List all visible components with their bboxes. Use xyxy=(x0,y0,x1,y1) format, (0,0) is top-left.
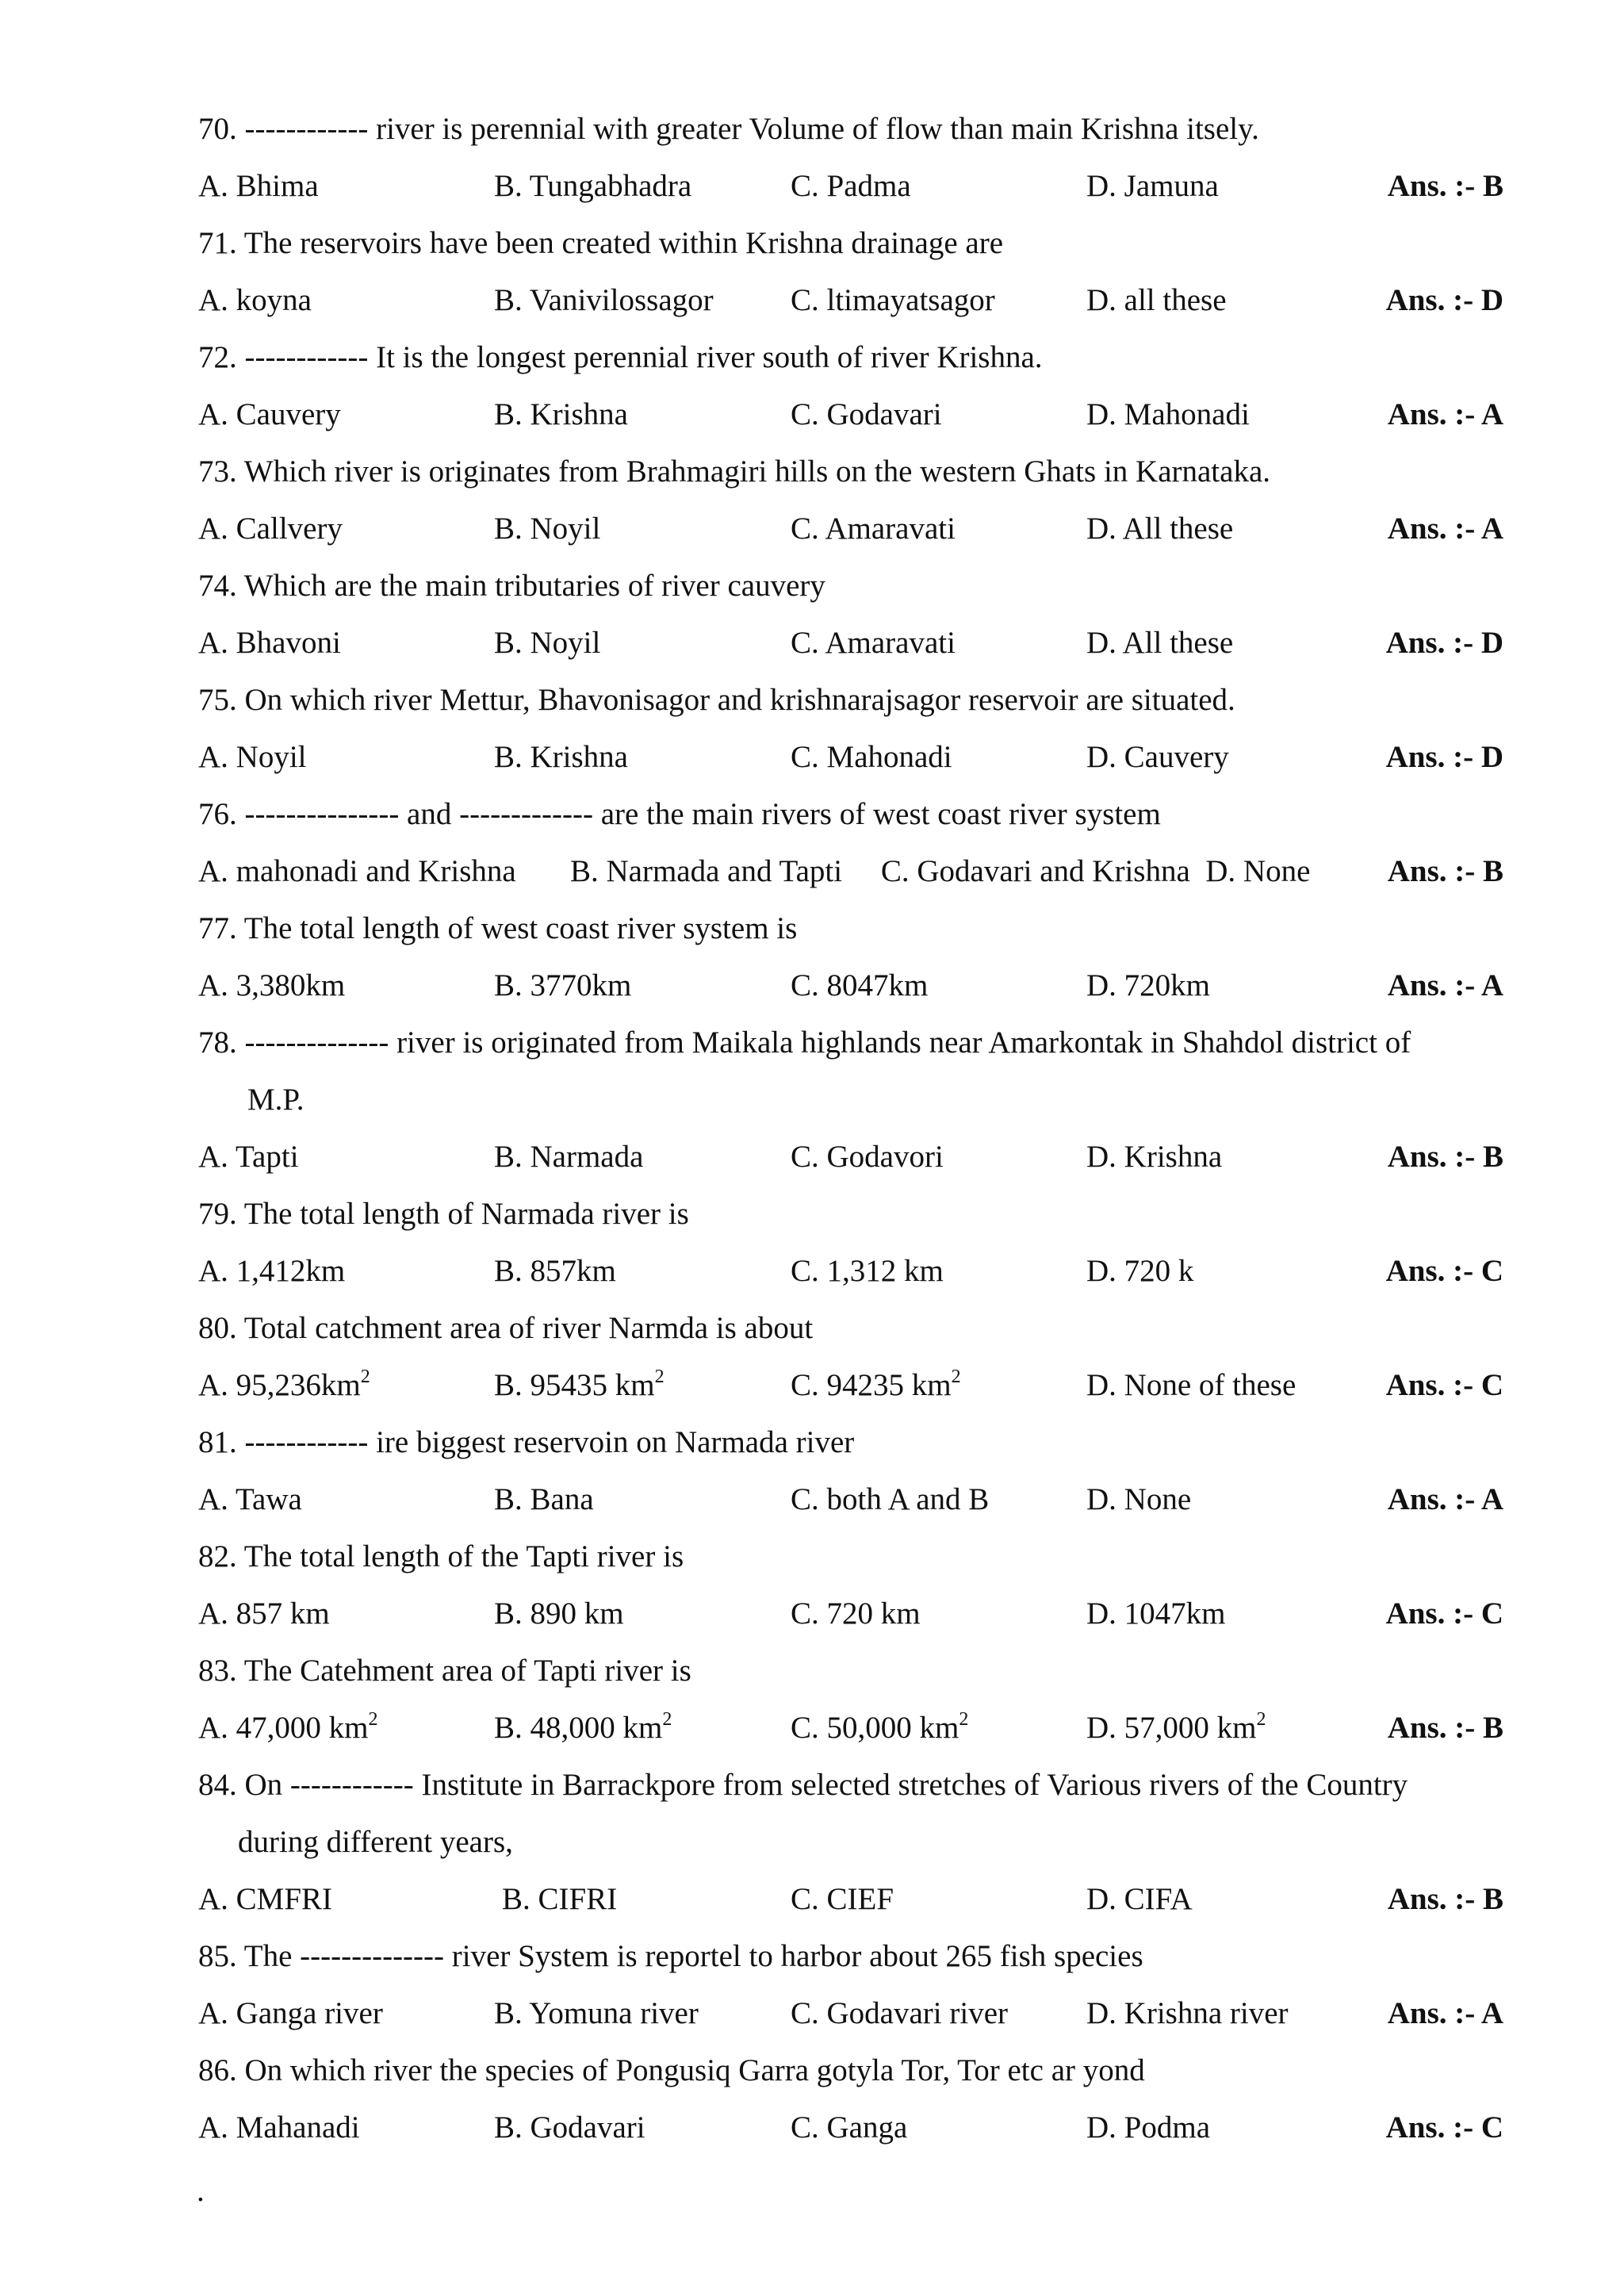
superscript-2: 2 xyxy=(654,1366,665,1387)
question-79: 79. The total length of Narmada river is xyxy=(198,1197,689,1231)
q78-option-a: A. Tapti xyxy=(198,1140,299,1174)
question-72: 72. ------------ It is the longest perennial river south of river Krishna. xyxy=(198,340,1043,374)
q74-option-d: D. All these xyxy=(1086,626,1234,660)
q85-answer xyxy=(1388,1995,1503,2032)
q74-option-b: B. Noyil xyxy=(494,626,601,660)
q86-option-a: A. Mahanadi xyxy=(198,2110,360,2145)
q73-option-a: A. Callvery xyxy=(198,512,343,546)
q73-option-d: D. All these xyxy=(1086,512,1234,546)
q76-options-line: A. mahonadi and Krishna B. Narmada and Tapti C. Godavari and Krishna D. None xyxy=(198,854,1319,888)
answer-value: A xyxy=(1480,1482,1503,1516)
question-81: 81. ------------ ire biggest reservoin on Narmada river xyxy=(198,1425,855,1459)
q79-option-b: B. 857km xyxy=(494,1254,616,1288)
q80-option-b xyxy=(494,1367,665,1404)
q81-option-a: A. Tawa xyxy=(198,1482,302,1516)
q79-option-c: C. 1,312 km xyxy=(791,1254,944,1288)
answer-value: B xyxy=(1482,1140,1503,1174)
answer-label: Ans. :- xyxy=(1385,1368,1481,1402)
answer-value: A xyxy=(1480,1996,1503,2030)
answer-label: Ans. :- xyxy=(1387,512,1481,546)
q79-option-d: D. 720 k xyxy=(1086,1254,1194,1288)
superscript-2: 2 xyxy=(959,1709,969,1730)
q73-answer xyxy=(1388,511,1503,547)
q71-answer xyxy=(1386,282,1503,319)
q78-answer xyxy=(1388,1139,1503,1175)
q82-option-b: B. 890 km xyxy=(494,1596,624,1631)
question-80: 80. Total catchment area of river Narmda is about xyxy=(198,1311,814,1345)
option-text: A. 47,000 km xyxy=(198,1711,369,1745)
answer-label: Ans. :- xyxy=(1387,397,1481,431)
q81-option-b: B. Bana xyxy=(494,1482,594,1516)
answer-value: A xyxy=(1480,397,1503,431)
q70-option-c: C. Padma xyxy=(791,169,911,203)
q79-answer xyxy=(1386,1253,1503,1290)
q74-answer xyxy=(1386,625,1503,661)
q85-option-a: A. Ganga river xyxy=(198,1996,383,2030)
question-84: 84. On ------------ Institute in Barrackpore from selected stretches of Various rivers of the Country xyxy=(198,1768,1408,1802)
superscript-2: 2 xyxy=(1256,1709,1266,1730)
question-78: 78. -------------- river is originated from Maikala highlands near Amarkontak in Shahdol district of xyxy=(198,1025,1411,1060)
q75-option-d: D. Cauvery xyxy=(1086,740,1229,774)
answer-value: D xyxy=(1480,283,1503,317)
question-74: 74. Which are the main tributaries of river cauvery xyxy=(198,569,825,603)
answer-label: Ans. :- xyxy=(1387,1711,1483,1745)
answer-value: A xyxy=(1480,512,1503,546)
q86-answer xyxy=(1386,2110,1503,2146)
q80-option-c xyxy=(791,1367,961,1404)
q82-answer xyxy=(1386,1596,1503,1632)
option-text: C. 94235 km xyxy=(791,1368,952,1402)
option-text: A. 95,236km xyxy=(198,1368,361,1402)
answer-value: B xyxy=(1482,1882,1503,1916)
q83-option-b xyxy=(494,1710,672,1746)
answer-value: C xyxy=(1480,1254,1503,1288)
question-84-continuation: during different years, xyxy=(238,1825,513,1859)
q85-option-d: D. Krishna river xyxy=(1086,1996,1289,2030)
q86-option-c: C. Ganga xyxy=(791,2110,908,2145)
q82-option-d: D. 1047km xyxy=(1086,1596,1226,1631)
answer-label: Ans. :- xyxy=(1387,968,1481,1002)
q81-answer xyxy=(1388,1481,1503,1518)
q83-option-d xyxy=(1086,1710,1266,1746)
q75-option-b: B. Krishna xyxy=(494,740,628,774)
answer-label: Ans. :- xyxy=(1385,626,1481,660)
q76-answer xyxy=(1388,853,1503,890)
q81-option-d: D. None xyxy=(1086,1482,1192,1516)
q81-option-c: C. both A and B xyxy=(791,1482,990,1516)
question-82: 82. The total length of the Tapti river is xyxy=(198,1539,684,1573)
q83-option-a xyxy=(198,1710,378,1746)
q73-option-b: B. Noyil xyxy=(494,512,601,546)
question-78-continuation: M.P. xyxy=(247,1083,304,1117)
q73-option-c: C. Amaravati xyxy=(791,512,956,546)
question-77: 77. The total length of west coast river system is xyxy=(198,911,798,945)
q83-answer xyxy=(1388,1710,1503,1746)
q70-option-b: B. Tungabhadra xyxy=(494,169,692,203)
q71-option-a: A. koyna xyxy=(198,283,312,317)
q84-option-d: D. CIFA xyxy=(1086,1882,1193,1916)
trailing-period: . xyxy=(197,2174,205,2208)
q80-option-a xyxy=(198,1367,370,1404)
answer-label: Ans. :- xyxy=(1385,740,1481,774)
q74-option-c: C. Amaravati xyxy=(791,626,956,660)
q83-option-c xyxy=(791,1710,968,1746)
answer-label: Ans. :- xyxy=(1385,283,1481,317)
answer-value: C xyxy=(1480,1368,1503,1402)
q72-option-b: B. Krishna xyxy=(494,397,628,431)
q77-option-c: C. 8047km xyxy=(791,968,929,1002)
q70-answer xyxy=(1388,168,1503,205)
question-76: 76. --------------- and ------------- are the main rivers of west coast river system xyxy=(198,797,1161,831)
q71-option-b: B. Vanivilossagor xyxy=(494,283,714,317)
q74-option-a: A. Bhavoni xyxy=(198,626,341,660)
q84-option-b: B. CIFRI xyxy=(502,1882,618,1916)
superscript-2: 2 xyxy=(368,1709,378,1730)
q72-option-c: C. Godavari xyxy=(791,397,942,431)
q77-option-a: A. 3,380km xyxy=(198,968,346,1002)
q86-option-b: B. Godavari xyxy=(494,2110,645,2145)
question-71: 71. The reservoirs have been created within Krishna drainage are xyxy=(198,226,1004,260)
q78-option-c: C. Godavori xyxy=(791,1140,944,1174)
q85-option-b: B. Yomuna river xyxy=(494,1996,699,2030)
question-75: 75. On which river Mettur, Bhavonisagor and krishnarajsagor reservoir are situated. xyxy=(198,683,1235,717)
q85-option-c: C. Godavari river xyxy=(791,1996,1008,2030)
answer-label: Ans. :- xyxy=(1387,1482,1481,1516)
q80-answer xyxy=(1386,1367,1503,1404)
q75-option-c: C. Mahonadi xyxy=(791,740,952,774)
q77-answer xyxy=(1388,968,1503,1004)
answer-value: C xyxy=(1480,1596,1503,1631)
q80-option-d: D. None of these xyxy=(1086,1368,1297,1402)
option-text: C. 50,000 km xyxy=(791,1711,959,1745)
answer-value: D xyxy=(1480,740,1503,774)
answer-label: Ans. :- xyxy=(1387,169,1483,203)
q84-option-a: A. CMFRI xyxy=(198,1882,333,1916)
answer-label: Ans. :- xyxy=(1385,1254,1481,1288)
q70-option-d: D. Jamuna xyxy=(1086,169,1219,203)
option-text: B. 95435 km xyxy=(494,1368,655,1402)
answer-value: B xyxy=(1482,169,1503,203)
q72-option-a: A. Cauvery xyxy=(198,397,341,431)
q75-answer xyxy=(1386,739,1503,776)
answer-value: A xyxy=(1480,968,1503,1002)
q77-option-d: D. 720km xyxy=(1086,968,1210,1002)
q71-option-c: C. ltimayatsagor xyxy=(791,283,995,317)
question-70: 70. ------------ river is perennial with greater Volume of flow than main Krishna itsely. xyxy=(198,112,1259,146)
answer-label: Ans. :- xyxy=(1387,1882,1483,1916)
answer-label: Ans. :- xyxy=(1385,1596,1481,1631)
question-85: 85. The -------------- river System is reportel to harbor about 265 fish species xyxy=(198,1939,1143,1973)
q70-option-a: A. Bhima xyxy=(198,169,319,203)
answer-label: Ans. :- xyxy=(1385,2110,1481,2145)
answer-value: C xyxy=(1480,2110,1503,2145)
option-text: B. 48,000 km xyxy=(494,1711,663,1745)
answer-value: D xyxy=(1480,626,1503,660)
answer-label: Ans. :- xyxy=(1387,1996,1481,2030)
q72-option-d: D. Mahonadi xyxy=(1086,397,1250,431)
answer-value: B xyxy=(1482,1711,1503,1745)
question-73: 73. Which river is originates from Brahmagiri hills on the western Ghats in Karnataka. xyxy=(198,454,1271,489)
answer-label: Ans. :- xyxy=(1387,1140,1483,1174)
q86-option-d: D. Podma xyxy=(1086,2110,1210,2145)
q78-option-d: D. Krishna xyxy=(1086,1140,1223,1174)
q78-option-b: B. Narmada xyxy=(494,1140,644,1174)
answer-label: Ans. :- xyxy=(1387,854,1483,888)
q84-option-c: C. CIEF xyxy=(791,1882,894,1916)
q72-answer xyxy=(1388,397,1503,433)
question-83: 83. The Catehment area of Tapti river is xyxy=(198,1654,691,1688)
q77-option-b: B. 3770km xyxy=(494,968,632,1002)
answer-value: B xyxy=(1482,854,1503,888)
question-86: 86. On which river the species of Pongusiq Garra gotyla Tor, Tor etc ar yond xyxy=(198,2053,1145,2087)
q84-answer xyxy=(1388,1881,1503,1918)
option-text: D. 57,000 km xyxy=(1086,1711,1257,1745)
q79-option-a: A. 1,412km xyxy=(198,1254,346,1288)
superscript-2: 2 xyxy=(662,1709,672,1730)
q71-option-d: D. all these xyxy=(1086,283,1227,317)
q75-option-a: A. Noyil xyxy=(198,740,307,774)
q82-option-c: C. 720 km xyxy=(791,1596,921,1631)
superscript-2: 2 xyxy=(951,1366,961,1387)
q82-option-a: A. 857 km xyxy=(198,1596,330,1631)
superscript-2: 2 xyxy=(360,1366,370,1387)
